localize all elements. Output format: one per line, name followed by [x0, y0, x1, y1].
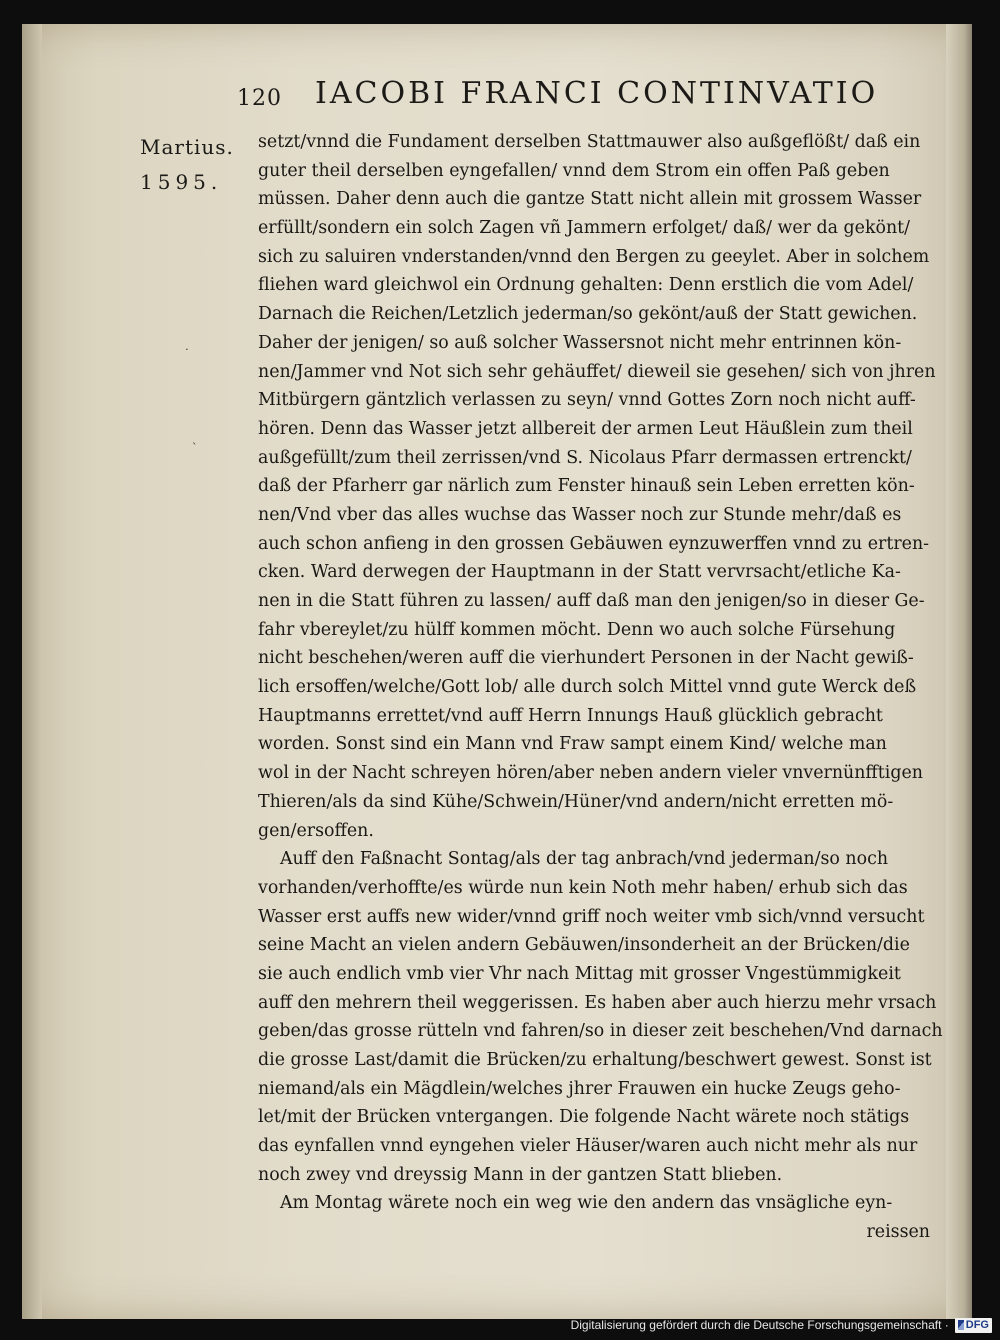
- text-line: noch zwey vnd dreyssig Mann in der gantzen Statt blieben.: [258, 1164, 783, 1185]
- text-line: sich zu saluiren vnderstanden/vnnd den Bergen zu geeylet. Aber in solchem: [258, 246, 930, 267]
- text-line: nen in die Statt führen zu lassen/ auff daß man den jenigen/so in dieser Ge-: [258, 591, 925, 611]
- text-line: auff den mehrern theil weggerissen. Es haben aber auch hierzu mehr vrsach: [258, 992, 937, 1013]
- page-header: [215, 72, 879, 118]
- text-line: das eynfallen vnnd eyngehen vieler Häuser/waren auch nicht mehr als nur: [258, 1136, 918, 1157]
- text-line: let/mit der Brücken vntergangen. Die folgende Nacht wärete noch stätigs: [258, 1107, 910, 1128]
- text-line: wol in der Nacht schreyen hören/aber neben andern vieler vnvernünfftigen: [258, 763, 923, 784]
- dfg-logo-icon: [958, 1320, 964, 1330]
- page-number: 120: [237, 86, 282, 111]
- text-line: nen/Vnd vber das alles wuchse das Wasser noch zur Stunde mehr/daß es: [258, 504, 902, 525]
- text-line: Mitbürgern gäntzlich verlassen zu seyn/ vnnd Gottes Zorn noch nicht auff-: [258, 390, 916, 411]
- margin-mark: ˎ: [192, 432, 198, 445]
- text-line: auch schon anfieng in den grossen Gebäuwen eynzuwerffen vnnd zu ertren-: [258, 533, 930, 554]
- dfg-logo-text: DFG: [965, 1319, 989, 1331]
- text-line: außgefüllt/zum theil zerrissen/vnd S. Nicolaus Pfarr dermassen ertrenckt/: [258, 447, 912, 468]
- running-title: IACOBI FRANCI CONTINVATIO: [315, 76, 879, 111]
- page-left-edge: [22, 24, 42, 1319]
- margin-note-month: Martius.: [140, 135, 234, 159]
- text-line: erfüllt/sondern ein solch Zagen vñ Jammern erfolget/ daß/ wer da gekönt/: [258, 218, 910, 239]
- text-line: gen/ersoffen.: [258, 820, 374, 841]
- text-line: fahr vbereylet/zu hülff kommen möcht. Denn wo auch solche Fürsehung: [258, 619, 896, 640]
- text-line: worden. Sonst sind ein Mann vnd Fraw sampt einem Kind/ welche man: [258, 734, 887, 755]
- text-line: die grosse Last/damit die Brücken/zu erhaltung/beschwert gewest. Sonst ist: [258, 1050, 932, 1070]
- text-line: Thieren/als da sind Kühe/Schwein/Hüner/vnd andern/nicht erretten mö-: [258, 791, 894, 812]
- footer-credit: Digitalisierung gefördert durch die Deutsche Forschungsgemeinschaft ·: [570, 1318, 949, 1332]
- paragraph-start-line: Auff den Faßnacht Sontag/als der tag anbrach/vnd jederman/so noch: [280, 849, 889, 870]
- text-line: niemand/als ein Mägdlein/welches jhrer Frauwen ein hucke Zeugs geho-: [258, 1078, 901, 1099]
- paragraph-start-line: Am Montag wärete noch ein weg wie den andern das vnsägliche eyn-: [280, 1193, 893, 1214]
- catchword: reissen: [866, 1222, 930, 1243]
- text-line: cken. Ward derwegen der Hauptmann in der Statt vervrsacht/etliche Ka-: [258, 562, 901, 583]
- text-line: setzt/vnnd die Fundament derselben Stattmauwer also außgeflößt/ daß ein: [258, 132, 921, 152]
- margin-note-year: 1595.: [140, 170, 223, 194]
- page-right-edge: [946, 24, 972, 1319]
- dfg-logo: [955, 1318, 992, 1333]
- text-line: vorhanden/verhoffte/es würde nun kein Noth mehr haben/ erhub sich das: [258, 877, 908, 898]
- digitization-footer: [571, 1314, 992, 1336]
- text-line: Hauptmanns errettet/vnd auff Herrn Innungs Hauß glücklich gebracht: [258, 705, 883, 726]
- text-line: lich ersoffen/welche/Gott lob/ alle durch solch Mittel vnnd gute Werck deß: [258, 677, 917, 698]
- text-line: geben/das grosse rütteln vnd fahren/so in dieser zeit beschehen/Vnd darnach: [258, 1021, 943, 1042]
- text-line: Darnach die Reichen/Letzlich jederman/so gekönt/auß der Statt gewichen.: [258, 304, 918, 325]
- text-line: nen/Jammer vnd Not sich sehr gehäuffet/ dieweil sie gesehen/ sich von jhren: [258, 361, 936, 382]
- text-line: Wasser erst auffs new wider/vnnd griff noch weiter vmb sich/vnnd versucht: [258, 906, 925, 927]
- text-line: hören. Denn das Wasser jetzt allbereit der armen Leut Häußlein zum theil: [258, 418, 913, 439]
- text-line: guter theil derselben eyngefallen/ vnnd dem Strom ein offen Paß geben: [258, 160, 890, 181]
- text-line: nicht beschehen/weren auff die vierhundert Personen in der Nacht gewiß-: [258, 648, 914, 669]
- text-line: daß der Pfarherr gar närlich zum Fenster hinauß sein Leben erretten kön-: [258, 476, 915, 497]
- text-line: seine Macht an vielen andern Gebäuwen/insonderheit an der Brücken/die: [258, 935, 910, 956]
- text-line: sie auch endlich vmb vier Vhr nach Mittag mit grosser Vngestümmigkeit: [258, 963, 901, 984]
- margin-mark: ․: [185, 340, 189, 353]
- text-line: fliehen ward gleichwol ein Ordnung gehalten: Denn erstlich die vom Adel/: [258, 275, 914, 296]
- body-text: [258, 128, 948, 1247]
- text-line: Daher der jenigen/ so auß solcher Wassersnot nicht mehr entrinnen kön-: [258, 332, 902, 353]
- text-line: müssen. Daher denn auch die gantze Statt nicht allein mit grossem Wasser: [258, 189, 922, 210]
